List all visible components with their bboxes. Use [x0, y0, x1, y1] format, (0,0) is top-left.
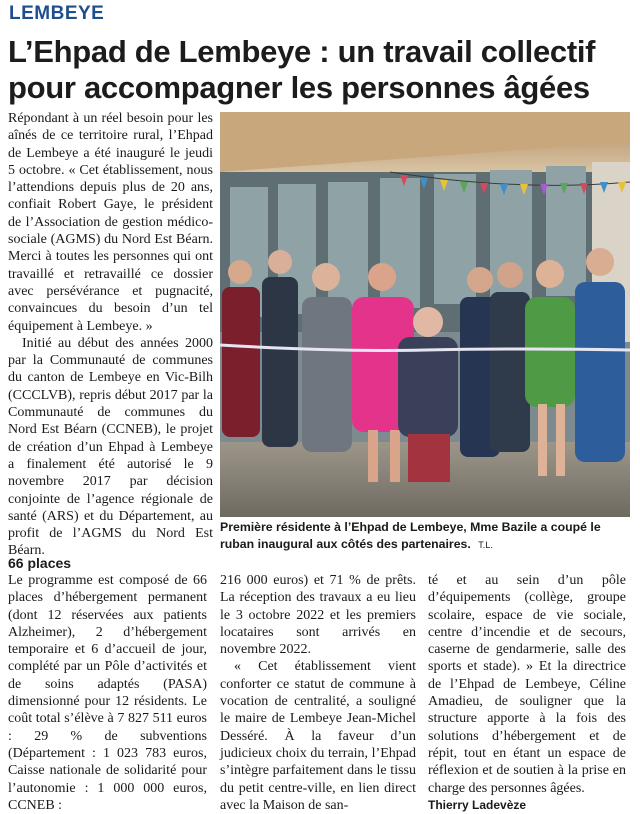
intro-paragraph: Répondant à un réel besoin pour les aînés de ce territoire rural, l’Ehpad de Lembeye a été inauguré le jeudi 5 octobre. « Cet établissement, nous l’attendions depuis plus de 20 ans, confiait Robert Gaye, le président de l’Association de gestion médico-sociale (AGMS) du Nord Est Béarn. Merci à toutes les personnes qui ont travaillé et retravaillé ce dossier avec persévérance et pugnacité, convaincues du besoin d’un tel équipement à Lembeye. » — [8, 111, 213, 334]
column-c-paragraph: té et au sein d’un pôle d’équipements (collège, groupe scolaire, espace de vie sociale, centre d’incendie et de secours, caserne de gendarmerie, salle des sports et stade). » Et la directrice de l’Ehpad de Lembeye, Céline Amadieu, de souligner que la structure apporte à la fois des solutions d’hébergement et de répit, tout en étant un espace de réflexion et de soutien à la prise en charge des personnes âgées. — [428, 573, 626, 796]
section-label: LEMBEYE — [9, 3, 105, 24]
article-headline: L’Ehpad de Lembeye : un travail collectif pour accompagner les personnes âgées — [8, 34, 596, 105]
inauguration-photo — [220, 112, 630, 517]
column-c — [428, 572, 626, 814]
intro-paragraph: Initié au début des années 2000 par la Communauté de communes du canton de Lembeye en Vic-Bilh (CCCLVB), repris début 2017 par la Communauté de communes du Nord Est Béarn (CCNEB), le projet de création d’un Ehpad à Lembeye a finalement été autorisé le 9 novembre 2017 par décision conjointe de l’agence régionale de santé (ARS) et du Département, au profit de l’AGMS du Nord Est Béarn. — [8, 335, 213, 559]
column-a-paragraph: Le programme est composé de 66 places d’hébergement permanent (dont 12 réservées aux patients Alzheimer), 2 d’hébergement temporaire et 6 d’accueil de jour, complété par un Pôle d’activités et de soins adaptés (PASA) dimensionné pour 12 résidents. Le coût total s’élève à 7 827 511 euros : 29 % de subventions (Département : 1 023 783 euros, Caisse nationale de solidarité pour l’autonomie : 1 000 000 euros, CCNEB : — [8, 573, 207, 813]
caption-text: Première résidente à l’Ehpad de Lembeye, Mme Bazile a coupé le ruban inaugural aux côtés des partenaires. — [220, 520, 601, 551]
column-b-paragraph: « Cet établissement vient conforter ce statut de commune à vocation de centralité, a souligné le maire de Lembeye Jean-Michel Desséré. À la faveur d’un judicieux choix du terrain, l’Ehpad s’intègre parfaitement dans le tissu du petit centre-ville, en lien direct avec la Maison de san- — [220, 659, 416, 813]
intro-column — [8, 110, 213, 560]
column-b-paragraph: 216 000 euros) et 71 % de prêts. La réception des travaux a eu lieu le 3 octobre 2022 et les premiers locataires sont arrivés en novembre 2022. — [220, 573, 416, 658]
photo-illustration — [220, 112, 630, 517]
section-subhead: 66 places — [8, 555, 72, 571]
photo-credit: T.L. — [478, 540, 493, 550]
author-signature: Thierry Ladevèze — [428, 797, 527, 812]
photo-caption — [220, 519, 630, 554]
column-a — [8, 572, 207, 814]
column-b — [220, 572, 416, 814]
